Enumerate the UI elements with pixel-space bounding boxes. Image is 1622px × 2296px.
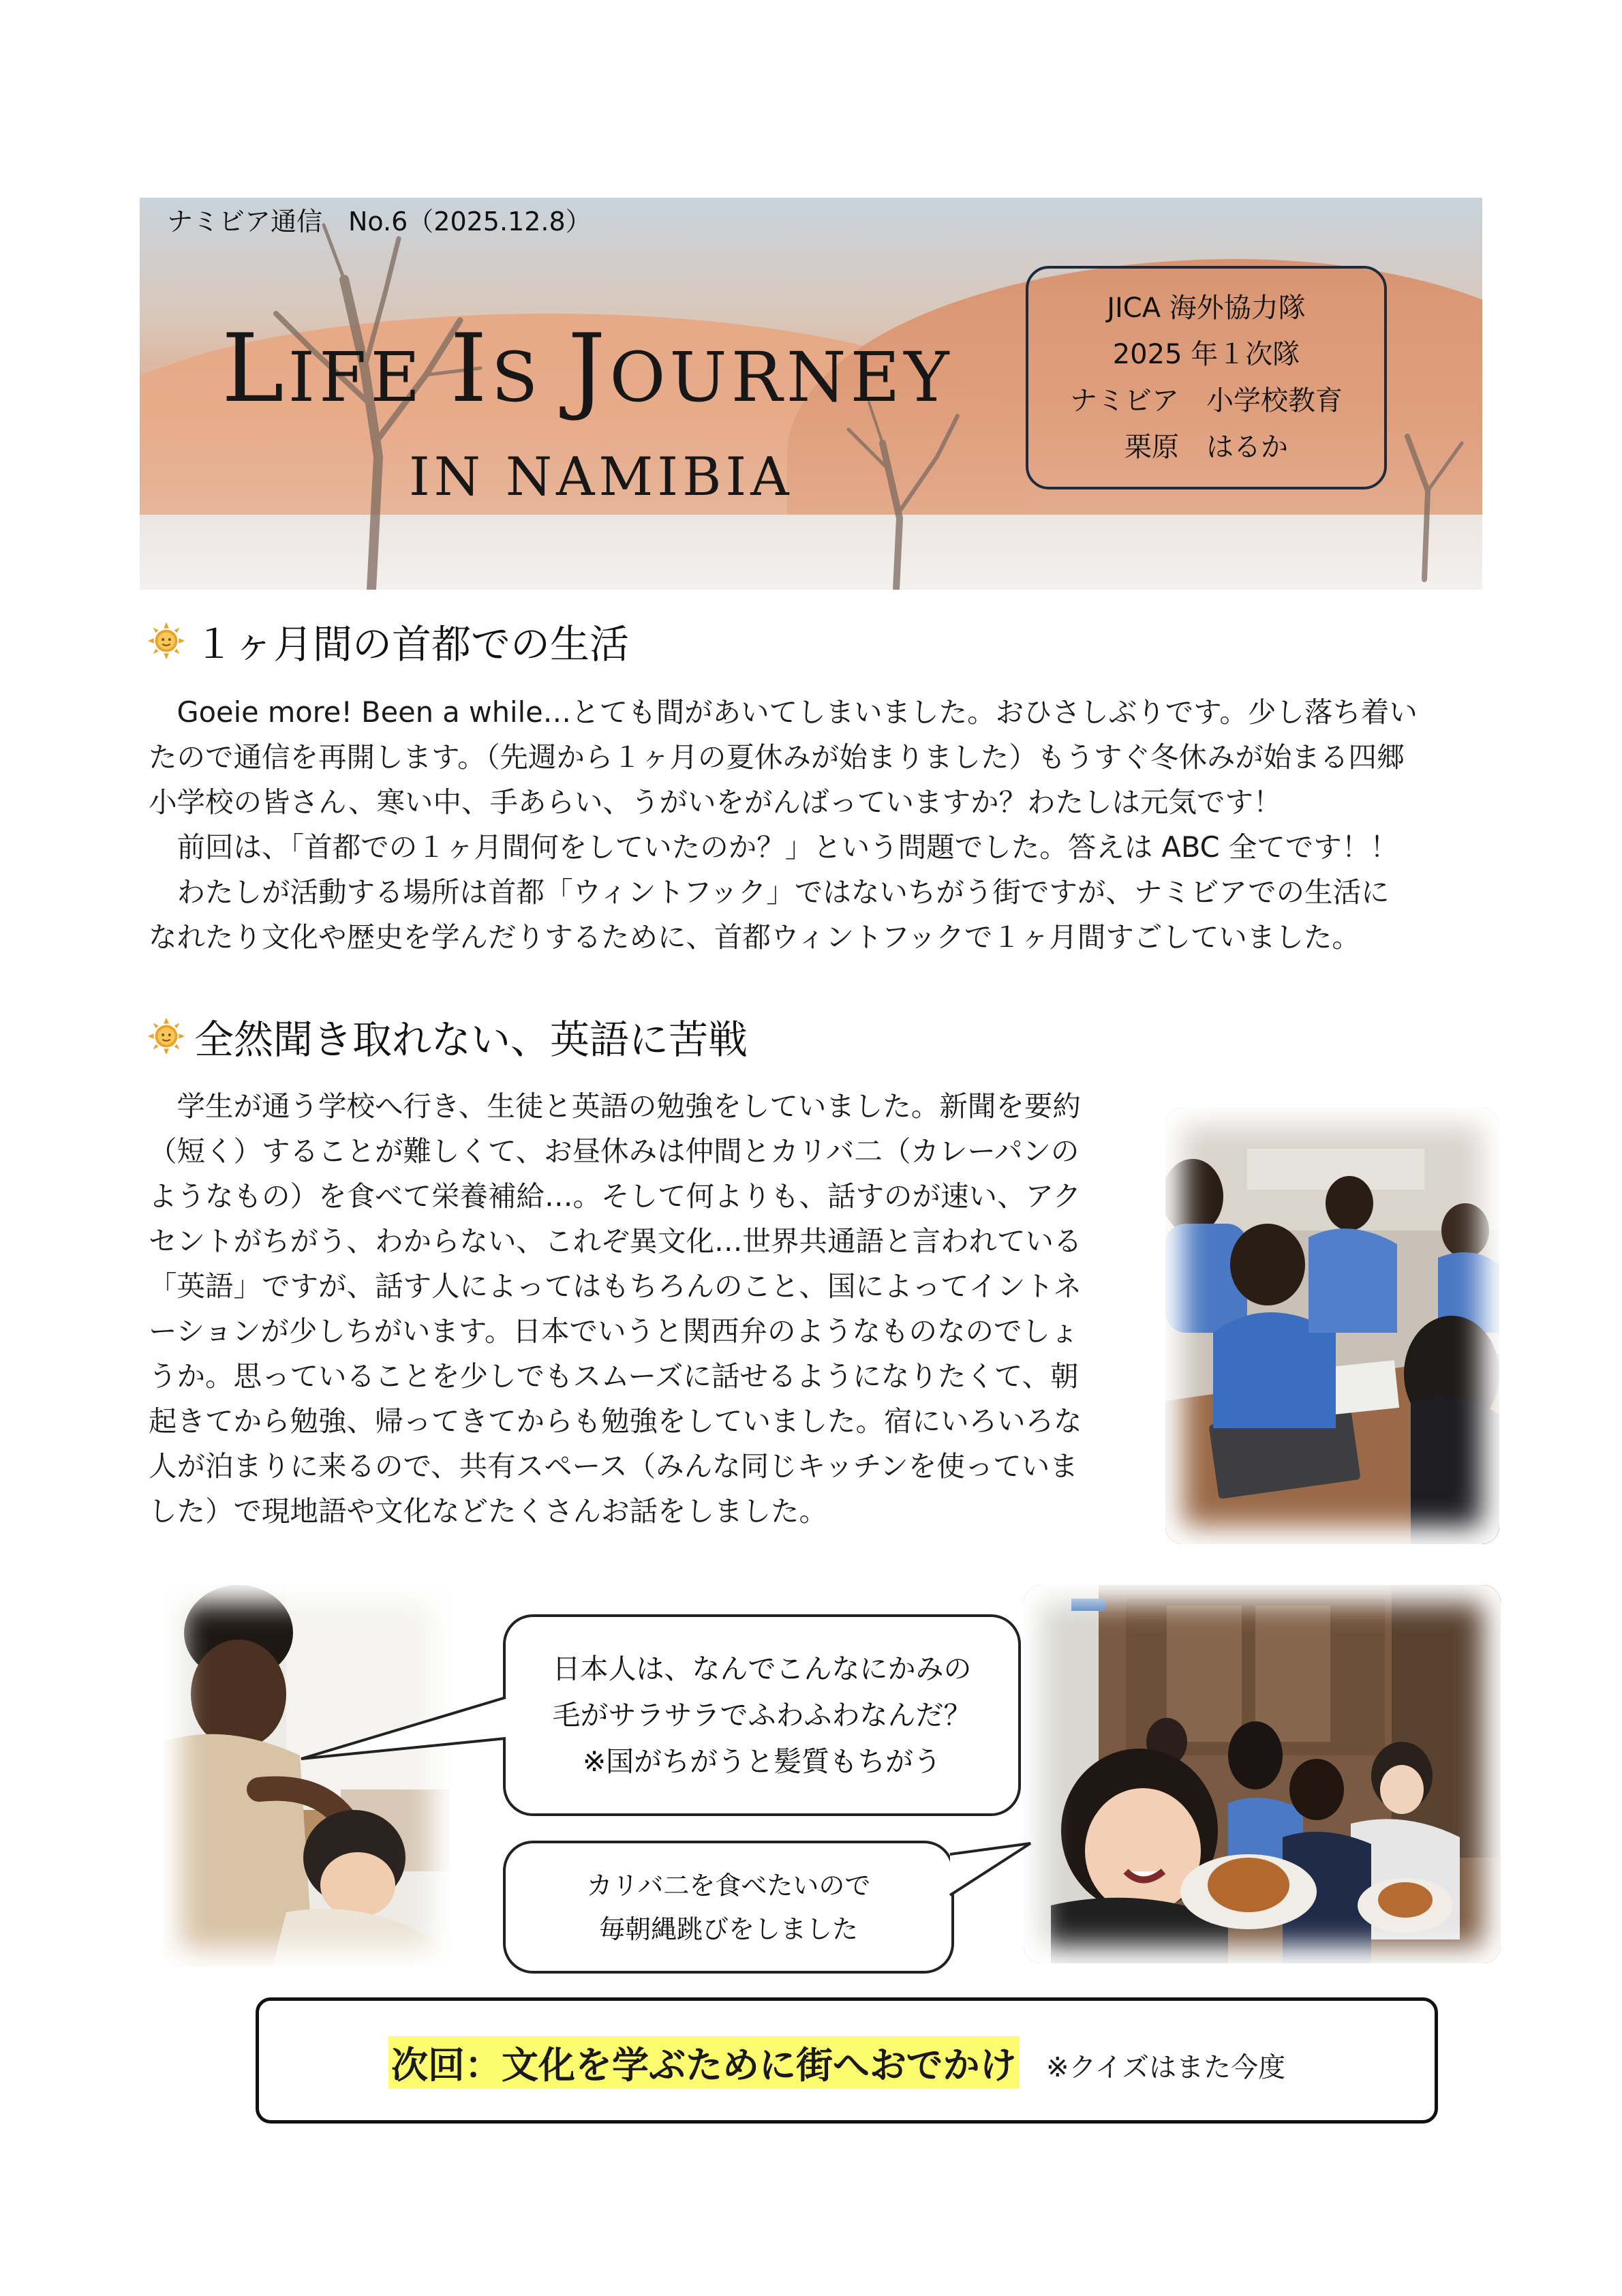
body-line: わたしが活動する場所は首都「ウィントフック」ではないちがう街ですが、ナミビアでの生活に: [149, 875, 1390, 909]
issue-label: ナミビア通信 No.6（2025.12.8）: [167, 207, 592, 237]
body-line: Goeie more! Been a while…とても間があいてしまいました。おひさしぶりです。少し落ち着い: [149, 695, 1418, 729]
bubble-line: ※国がちがうと髪質もちがう: [582, 1745, 942, 1778]
body-line: ようなもの）を食べて栄養補給…。そして何よりも、話すのが速い、アク: [149, 1179, 1082, 1213]
banner-subtitle: IN NAMIBIA: [409, 447, 793, 508]
classroom-photo: [1165, 1108, 1499, 1544]
body-line: 人が泊まりに来るので、共有スペース（みんな同じキッチンを使っていま: [149, 1449, 1078, 1483]
speech-bubble-hair: [503, 1614, 1021, 1816]
body-line: ーションが少しちがいます。日本でいうと関西弁のようなものなのでしょ: [149, 1314, 1079, 1348]
info-line: JICA 海外協力隊: [1107, 292, 1306, 324]
header-banner: [140, 198, 1482, 590]
hair-touch-photo: [164, 1585, 450, 1967]
body-line: した）で現地語や文化などたくさんお話をしました。: [149, 1494, 828, 1528]
body-line: 「英語」ですが、話す人によってはもちろんのこと、国によってイントネ: [149, 1269, 1082, 1303]
body-line: 小学校の皆さん、寒い中、手あらい、うがいをがんばっていますか？わたしは元気です！: [149, 785, 1282, 819]
section1-heading: １ヶ月間の首都での生活: [147, 612, 629, 669]
body-line: 起きてから勉強、帰ってきてからも勉強をしていました。宿にいろいろな: [149, 1404, 1082, 1438]
body-line: 学生が通う学校へ行き、生徒と英語の勉強をしていました。新聞を要約: [149, 1089, 1081, 1123]
body-line: 前回は、「首都での１ヶ月間何をしていたのか？」という問題でした。答えは ABC 全てです！！: [149, 830, 1398, 864]
bubble-line: カリバ二を食べたいので: [586, 1870, 871, 1901]
speech-bubble-tail: [300, 1691, 511, 1772]
body-line: たので通信を再開します。（先週から１ヶ月の夏休みが始まりました）もうすぐ冬休みが始まる四郷: [149, 740, 1405, 774]
next-issue-note: ※クイズはまた今度: [1046, 2052, 1286, 2083]
speech-bubble-jumprope: [503, 1841, 954, 1974]
section2-body: [149, 1084, 1082, 1534]
section1-body: [149, 690, 1418, 960]
author-info-box: [1026, 266, 1387, 489]
body-line: （短く）することが難しくて、お昼休みは仲間とカリバ二（カレーパンの: [149, 1134, 1080, 1168]
next-issue-box: [256, 1997, 1438, 2124]
next-issue-title: 次回：文化を学ぶために街へおでかけ: [388, 2036, 1019, 2089]
group-selfie-photo: [1024, 1585, 1501, 1963]
body-line: うか。思っていることを少しでもスムーズに話せるようになりたくて、朝: [149, 1359, 1079, 1393]
info-line: 2025 年１次隊: [1112, 339, 1300, 370]
banner-title: LIFE IS JOURNEY: [221, 314, 953, 423]
sun-icon: [147, 621, 186, 661]
bubble-line: 毛がサラサラでふわふわなんだ？: [552, 1699, 972, 1732]
info-line: ナミビア 小学校教育: [1070, 385, 1343, 417]
info-line: 栗原 はるか: [1124, 432, 1288, 463]
bubble-line: 日本人は、なんでこんなにかみの: [552, 1652, 972, 1685]
sun-icon: [147, 1016, 186, 1056]
body-line: セントがちがう、わからない、これぞ異文化…世界共通語と言われている: [149, 1224, 1082, 1258]
section2-heading: 全然聞き取れない、英語に苦戦: [147, 1008, 748, 1065]
bubble-line: 毎朝縄跳びをしました: [598, 1914, 858, 1944]
body-line: なれたり文化や歴史を学んだりするために、首都ウィントフックで１ヶ月間すごしていました。: [149, 920, 1360, 954]
speech-bubble-tail: [947, 1841, 1036, 1902]
